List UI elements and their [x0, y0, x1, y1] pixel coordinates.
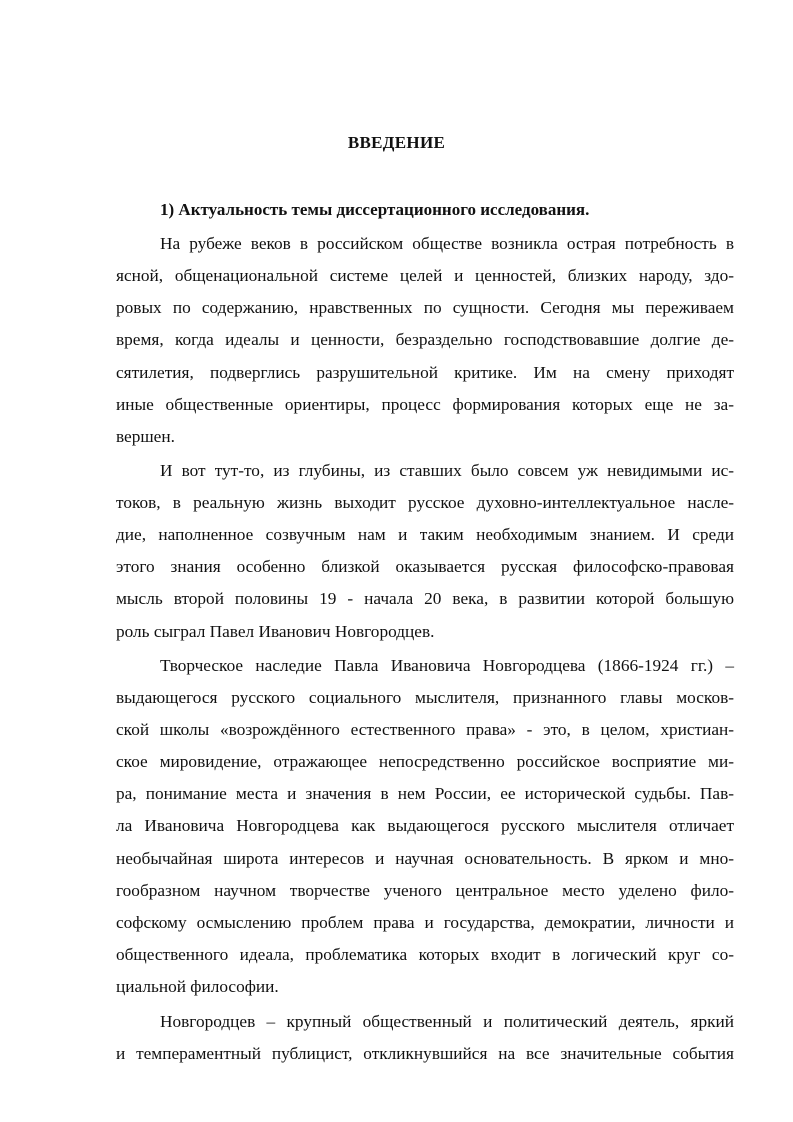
text-line: мысль второй половины 19 - начала 20 века, в развитии которой большую: [116, 589, 734, 608]
text-line: необычайная широта интересов и научная основательность. В ярком и мно-: [116, 849, 734, 868]
text-line: вершен.: [116, 427, 175, 446]
text-line: выдающегося русского социального мыслителя, признанного главы москов-: [116, 688, 734, 707]
text-line: этого знания особенно близкой оказывается русская философско-правовая: [116, 557, 734, 576]
text-line: ла Ивановича Новгородцева как выдающегося русского мыслителя отличает: [116, 816, 734, 835]
text-line: и темпераментный публицист, откликнувшийся на все значительные события: [116, 1044, 734, 1063]
text-line: гообразном научном творчестве ученого центральное место уделено фило-: [116, 881, 734, 900]
text-line: И вот тут-то, из глубины, из ставших было совсем уж невидимыми ис-: [160, 461, 734, 480]
page-title: ВВЕДЕНИЕ: [347, 133, 446, 152]
text-line: ясной, общенациональной системе целей и ценностей, близких народу, здо-: [116, 266, 734, 285]
text-line: токов, в реальную жизнь выходит русское духовно-интеллектуальное насле-: [116, 493, 734, 512]
text-line: циальной философии.: [116, 977, 279, 996]
text-line: софскому осмыслению проблем права и государства, демократии, личности и: [116, 913, 734, 932]
text-line: сятилетия, подверглись разрушительной критике. Им на смену приходят: [116, 363, 734, 382]
text-line: ра, понимание места и значения в нем России, ее исторической судьбы. Пав-: [116, 784, 734, 803]
text-line: ской школы «возрождённого естественного права» - это, в целом, христиан-: [116, 720, 734, 739]
text-line: ровых по содержанию, нравственных по сущности. Сегодня мы переживаем: [116, 298, 734, 317]
text-line: иные общественные ориентиры, процесс формирования которых еще не за-: [116, 395, 734, 414]
text-line: Творческое наследие Павла Ивановича Новгородцева (1866-1924 гг.) –: [160, 656, 734, 675]
section-heading: 1) Актуальность темы диссертационного исследования.: [160, 200, 590, 219]
text-line: ское мировидение, отражающее непосредственно российское восприятие ми-: [116, 752, 734, 771]
text-line: общественного идеала, проблематика которых входит в логический круг со-: [116, 945, 734, 964]
text-line: дие, наполненное созвучным нам и таким необходимым знанием. И среди: [116, 525, 734, 544]
text-line: роль сыграл Павел Иванович Новгородцев.: [116, 622, 435, 641]
text-line: Новгородцев – крупный общественный и политический деятель, яркий: [160, 1012, 734, 1031]
text-line: На рубеже веков в российском обществе возникла острая потребность в: [160, 234, 734, 253]
text-line: время, когда идеалы и ценности, безраздельно господствовавшие долгие де-: [116, 330, 734, 349]
